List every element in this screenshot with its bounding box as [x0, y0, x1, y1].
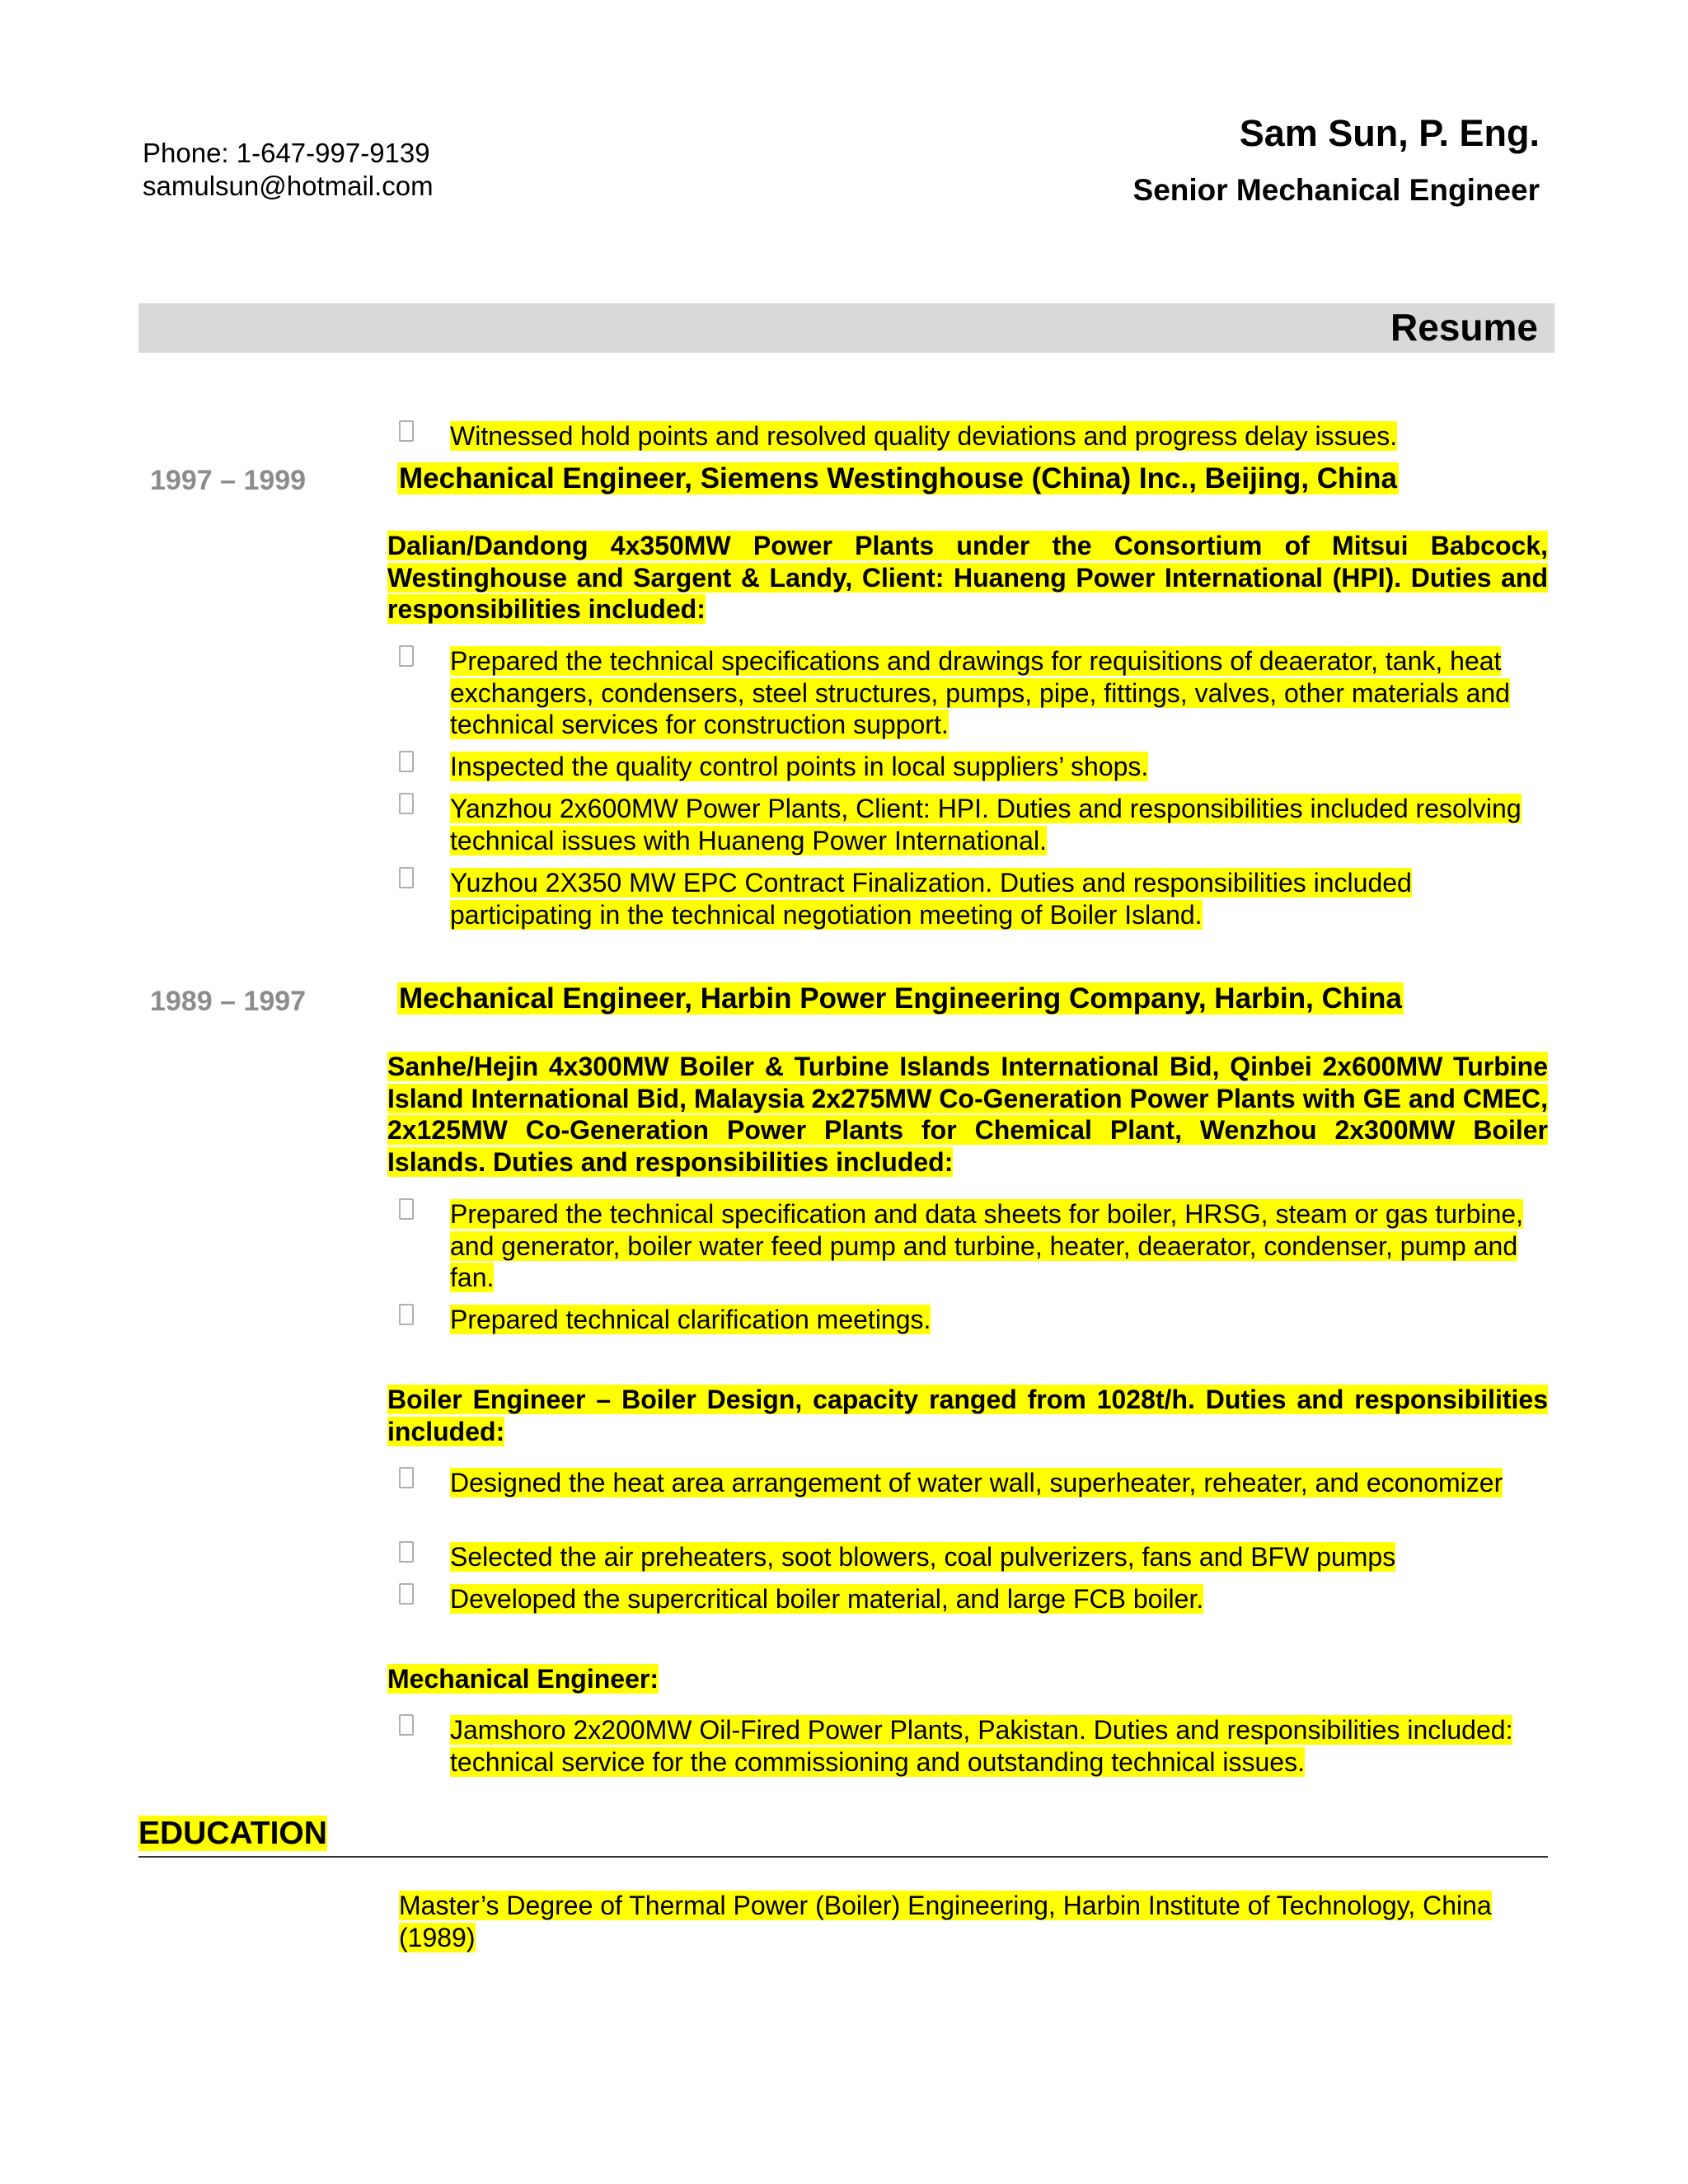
bullet-icon [399, 1304, 414, 1325]
bullet-icon [399, 1198, 414, 1220]
contact-block [143, 137, 434, 203]
boiler-heading-text: Boiler Engineer – Boiler Design, capacity ranged from 1028t/h. Duties and responsibilities included: [387, 1385, 1548, 1446]
bullet-icon [399, 867, 414, 888]
section-title: Resume [1390, 306, 1538, 349]
project-description [387, 1051, 1548, 1178]
bullet-text: Prepared technical clarification meetings. [450, 1305, 931, 1334]
bullet-icon [399, 1714, 414, 1736]
bullet-icon [399, 1467, 414, 1488]
bullet-icon [399, 1541, 414, 1563]
bullet-icon [399, 1583, 414, 1605]
resume-banner [138, 303, 1554, 353]
email-text: samulsun@hotmail.com [143, 171, 434, 201]
bullet-icon [399, 645, 414, 667]
candidate-title: Senior Mechanical Engineer [1132, 173, 1540, 207]
project-text: Dalian/Dandong 4x350MW Power Plants under the Consortium of Mitsui Babcock, Westinghouse and Sargent & Landy, Client: Huaneng Power International (HPI). Duties and responsibilities included: [387, 531, 1548, 624]
bullet-text: Designed the heat area arrangement of water wall, superheater, reheater, and economizer [450, 1468, 1503, 1497]
mechanical-engineer-heading [387, 1663, 1548, 1695]
job-years: 1989 – 1997 [150, 986, 307, 1017]
job-years: 1997 – 1999 [150, 465, 307, 496]
education-heading-text: EDUCATION [138, 1816, 327, 1851]
boiler-engineer-heading [387, 1384, 1548, 1447]
bullet-icon [399, 420, 414, 442]
bullet-text: Prepared the technical specifications and drawings for requisitions of deaerator, tank, heat exchangers, condensers, steel structures, pumps, pipe, fittings, valves, other materials and technical services for construction support. [450, 646, 1510, 739]
bullet-text: Inspected the quality control points in local suppliers’ shops. [450, 752, 1149, 781]
education-divider [138, 1856, 1548, 1858]
candidate-name: Sam Sun, P. Eng. [1239, 112, 1540, 154]
education-heading [138, 1816, 327, 1852]
project-description [387, 530, 1548, 626]
bullet-text: Selected the air preheaters, soot blowers, coal pulverizers, fans and BFW pumps [450, 1542, 1396, 1572]
job-title [397, 982, 1404, 1015]
bullet-text: Yuzhou 2X350 MW EPC Contract Finalization. Duties and responsibilities included participating in the technical negotiation meeting of Boiler Island. [450, 868, 1412, 930]
bullet-text: Witnessed hold points and resolved quality deviations and progress delay issues. [450, 421, 1398, 451]
bullet-icon [399, 793, 414, 814]
bullet-text: Jamshoro 2x200MW Oil-Fired Power Plants, Pakistan. Duties and responsibilities included: technical service for the commissioning and outstanding technical issues. [450, 1715, 1513, 1777]
project-text: Sanhe/Hejin 4x300MW Boiler & Turbine Islands International Bid, Qinbei 2x600MW Turbine Island International Bid, Malaysia 2x275MW Co-Generation Power Plants with GE and CMEC, 2x125MW Co-Generation Power Plants for Chemical Plant, Wenzhou 2x300MW Boiler Islands. Duties and responsibilities included: [387, 1052, 1548, 1177]
job-title [397, 462, 1399, 495]
education-entry [399, 1890, 1548, 1954]
phone-text: Phone: 1-647-997-9139 [143, 138, 430, 168]
mech-heading-text: Mechanical Engineer: [387, 1664, 659, 1694]
education-entry-text: Master’s Degree of Thermal Power (Boiler) Engineering, Harbin Institute of Technology, China (1989) [399, 1891, 1492, 1952]
job-title-text: Mechanical Engineer, Siemens Westinghouse (China) Inc., Beijing, China [399, 462, 1397, 494]
bullet-text: Prepared the technical specification and data sheets for boiler, HRSG, steam or gas turbine, and generator, boiler water feed pump and turbine, heater, deaerator, condenser, pump and fan. [450, 1199, 1524, 1292]
bullet-text: Developed the supercritical boiler material, and large FCB boiler. [450, 1584, 1204, 1614]
job-title-text: Mechanical Engineer, Harbin Power Engineering Company, Harbin, China [399, 982, 1402, 1015]
bullet-text: Yanzhou 2x600MW Power Plants, Client: HPI. Duties and responsibilities included resolving technical issues with Huaneng Power International. [450, 794, 1522, 855]
bullet-icon [399, 751, 414, 772]
